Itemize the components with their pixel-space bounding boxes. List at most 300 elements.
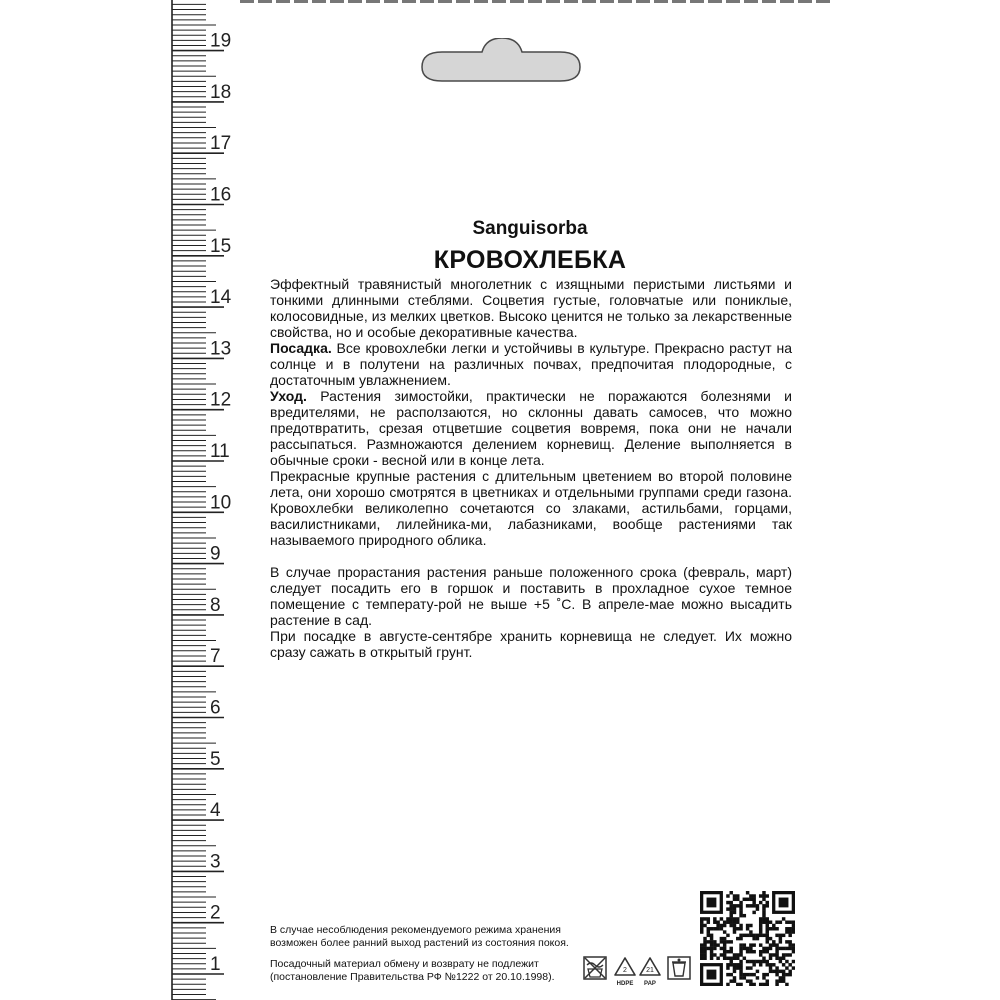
qr-module (710, 927, 713, 930)
hdpe-number: 2 (623, 967, 627, 974)
ruler-label: 10 (210, 492, 232, 514)
qr-module (733, 957, 736, 960)
qr-module (746, 947, 749, 950)
qr-module (749, 934, 752, 937)
qr-module (700, 953, 703, 956)
ruler-label: 8 (210, 594, 221, 616)
qr-module (766, 979, 769, 982)
qr-module (723, 930, 726, 933)
qr-module (779, 947, 782, 950)
qr-module (713, 940, 716, 943)
qr-module (762, 957, 765, 960)
qr-module (729, 979, 732, 982)
qr-module (729, 911, 732, 914)
ruler-label: 12 (210, 389, 232, 411)
qr-module (713, 920, 716, 923)
qr-module (752, 894, 755, 897)
qr-module (726, 917, 729, 920)
qr-module (782, 934, 785, 937)
qr-module (733, 907, 736, 910)
ruler-label: 1 (210, 954, 221, 975)
pap-recycle-icon (640, 958, 660, 987)
qr-module (746, 960, 749, 963)
qr-module (739, 927, 742, 930)
qr-module (720, 940, 723, 943)
qr-module (762, 947, 765, 950)
qr-module (792, 947, 795, 950)
qr-module (792, 920, 795, 923)
qr-module (779, 937, 782, 940)
qr-module (723, 957, 726, 960)
qr-module (782, 970, 785, 973)
qr-module (749, 966, 752, 969)
qr-module (723, 953, 726, 956)
qr-module (729, 907, 732, 910)
qr-module (775, 983, 778, 986)
qr-module (707, 920, 710, 923)
qr-module (766, 901, 769, 904)
qr-module (775, 943, 778, 946)
intro-paragraph: Эффектный травянистый многолетник с изящными перистыми листьями и тонкими длинными стеблями. Соцветия густые, головчатые или пониклые, колосовидные, из мелких цветков. Высоко ценится не только за лекарственные свойства, но и особые декоративные качества. (270, 276, 792, 340)
qr-module (759, 963, 762, 966)
qr-module (785, 983, 788, 986)
ruler-label: 15 (210, 235, 232, 257)
qr-module (726, 907, 729, 910)
qr-module (746, 934, 749, 937)
qr-module (716, 924, 719, 927)
qr-module (743, 957, 746, 960)
qr-module (788, 927, 791, 930)
qr-module (743, 943, 746, 946)
qr-module (739, 973, 742, 976)
qr-module (726, 957, 729, 960)
qr-module (779, 920, 782, 923)
qr-module (733, 953, 736, 956)
qr-module (723, 937, 726, 940)
qr-module (716, 920, 719, 923)
qr-module (736, 953, 739, 956)
hdpe-recycle-icon (615, 958, 635, 987)
qr-module (713, 943, 716, 946)
qr-module (782, 957, 785, 960)
ruler-label: 5 (210, 748, 221, 770)
packaging-icons (583, 955, 695, 987)
qr-module (703, 924, 706, 927)
ruler-label: 3 (210, 851, 221, 873)
qr-module (766, 904, 769, 907)
qr-module (739, 960, 742, 963)
qr-module (723, 947, 726, 950)
qr-module (756, 937, 759, 940)
qr-module (707, 934, 710, 937)
qr-module (752, 983, 755, 986)
qr-module (729, 960, 732, 963)
qr-module (759, 953, 762, 956)
qr-module (739, 950, 742, 953)
qr-module (736, 917, 739, 920)
qr-module (729, 904, 732, 907)
qr-module (733, 966, 736, 969)
qr-module (759, 943, 762, 946)
qr-module (739, 914, 742, 917)
qr-module (739, 924, 742, 927)
qr-module (779, 976, 782, 979)
qr-module (749, 973, 752, 976)
qr-module (713, 947, 716, 950)
qr-module (762, 973, 765, 976)
qr-module (700, 927, 703, 930)
ruler-label: 17 (210, 133, 232, 155)
qr-module (749, 960, 752, 963)
qr-module (782, 917, 785, 920)
hdpe-label: HDPE (616, 981, 634, 987)
qr-module (756, 976, 759, 979)
qr-module (736, 894, 739, 897)
qr-module (785, 947, 788, 950)
qr-module (739, 983, 742, 986)
qr-module (769, 970, 772, 973)
qr-module (766, 930, 769, 933)
qr-module (752, 937, 755, 940)
qr-module (707, 917, 710, 920)
qr-module (726, 973, 729, 976)
qr-module (779, 957, 782, 960)
qr-module (700, 957, 703, 960)
qr-module (788, 963, 791, 966)
planting-label: Посадка. (270, 340, 332, 356)
qr-module (746, 927, 749, 930)
qr-module (775, 966, 778, 969)
qr-module (752, 963, 755, 966)
qr-module (733, 911, 736, 914)
qr-module (785, 930, 788, 933)
qr-module (762, 898, 765, 901)
ruler-label: 11 (210, 441, 230, 462)
qr-module (792, 966, 795, 969)
qr-module (766, 960, 769, 963)
qr-module (739, 911, 742, 914)
qr-module (749, 947, 752, 950)
qr-module (762, 891, 765, 894)
qr-module (762, 907, 765, 910)
qr-module (739, 970, 742, 973)
qr-module (756, 960, 759, 963)
qr-code-icon (700, 891, 795, 986)
qr-module (792, 930, 795, 933)
qr-module (703, 917, 706, 920)
qr-module (788, 947, 791, 950)
qr-module (726, 894, 729, 897)
sprouting-paragraph: В случае прорастания растения раньше положенного срока (февраль, март) следует посадить его в горшок и поставить в прохладное сухое темное помещение с температу-рой не выше +5 ˚С. В апреле-мае можно высадить растение в сад. (270, 564, 792, 628)
qr-module (762, 894, 765, 897)
qr-module (739, 953, 742, 956)
qr-module (752, 898, 755, 901)
qr-module (766, 983, 769, 986)
pap-number: 21 (646, 967, 654, 974)
autumn-paragraph: При посадке в августе-сентябре хранить корневища не следует. Их можно сразу сажать в открытый грунт. (270, 628, 792, 660)
qr-module (749, 924, 752, 927)
planting-text: Все кровохлебки легки и устойчивы в культуре. Прекрасно растут на солнце и в полутени на различных почвах, предпочитая плодородные, с достаточным увлажнением. (270, 340, 792, 388)
qr-module (716, 927, 719, 930)
qr-module (713, 917, 716, 920)
qr-module (720, 917, 723, 920)
qr-module (723, 924, 726, 927)
qr-module (733, 898, 736, 901)
qr-module (782, 953, 785, 956)
qr-module (703, 940, 706, 943)
qr-module (752, 950, 755, 953)
qr-module (710, 940, 713, 943)
qr-module (769, 957, 772, 960)
qr-module (733, 924, 736, 927)
qr-module (775, 950, 778, 953)
qr-module (736, 957, 739, 960)
qr-module (759, 960, 762, 963)
qr-module (779, 940, 782, 943)
qr-module (726, 920, 729, 923)
qr-module (782, 979, 785, 982)
qr-module (756, 907, 759, 910)
qr-module (736, 983, 739, 986)
qr-module (756, 904, 759, 907)
qr-module (707, 927, 710, 930)
qr-module (746, 898, 749, 901)
qr-module (762, 950, 765, 953)
qr-module (766, 940, 769, 943)
qr-module (752, 943, 755, 946)
qr-module (782, 947, 785, 950)
qr-module (749, 943, 752, 946)
qr-module (762, 904, 765, 907)
qr-module (710, 947, 713, 950)
trash-bin-icon (668, 957, 690, 979)
qr-module (749, 979, 752, 982)
qr-module (772, 970, 775, 973)
qr-module (729, 914, 732, 917)
qr-module (752, 934, 755, 937)
qr-module (729, 950, 732, 953)
ruler-label: 9 (210, 543, 221, 565)
qr-module (749, 930, 752, 933)
qr-module (700, 920, 703, 923)
qr-module (729, 973, 732, 976)
qr-module (726, 950, 729, 953)
qr-module (779, 970, 782, 973)
qr-module (775, 957, 778, 960)
qr-module (736, 966, 739, 969)
ruler-label: 19 (210, 30, 232, 52)
qr-module (749, 904, 752, 907)
qr-module (749, 894, 752, 897)
top-edge-strip (240, 0, 830, 3)
usage-paragraph: Прекрасные крупные растения с длительным цветением во второй половине лета, они хорошо смотрятся в цветниках и отдельными группами среди газона. Кровохлебки великолепно сочетаются со злаками, астильбами, горцами, василистниками, лилейника-ми, лабазниками, вообще растениями так называемого природного облика. (270, 468, 792, 548)
qr-module (723, 950, 726, 953)
qr-module (729, 901, 732, 904)
qr-module (788, 953, 791, 956)
qr-module (779, 979, 782, 982)
return-note: Посадочный материал обмену и возврату не подлежит (постановление Правительства РФ №1222 от 20.10.1998). (270, 958, 555, 983)
qr-module (785, 940, 788, 943)
qr-module (766, 894, 769, 897)
qr-module (749, 898, 752, 901)
qr-module (736, 927, 739, 930)
qr-module (788, 943, 791, 946)
qr-module (746, 924, 749, 927)
ruler-label: 16 (210, 184, 232, 206)
qr-module (726, 940, 729, 943)
qr-module (775, 979, 778, 982)
qr-module (752, 960, 755, 963)
qr-module (710, 957, 713, 960)
qr-module (775, 953, 778, 956)
qr-module (710, 953, 713, 956)
qr-module (759, 950, 762, 953)
qr-module (759, 894, 762, 897)
qr-module (779, 960, 782, 963)
qr-module (775, 947, 778, 950)
qr-module (733, 917, 736, 920)
qr-module (710, 937, 713, 940)
latin-name: Sanguisorba (472, 218, 588, 239)
qr-module (743, 947, 746, 950)
qr-module (769, 966, 772, 969)
qr-module (759, 917, 762, 920)
qr-module (785, 960, 788, 963)
qr-module (720, 937, 723, 940)
qr-module (766, 934, 769, 937)
qr-module (710, 950, 713, 953)
qr-module (788, 930, 791, 933)
qr-module (766, 947, 769, 950)
qr-module (769, 953, 772, 956)
qr-finder (779, 898, 789, 908)
ruler-label: 7 (210, 646, 221, 668)
qr-module (785, 953, 788, 956)
qr-module (762, 960, 765, 963)
qr-module (766, 963, 769, 966)
qr-module (749, 983, 752, 986)
qr-module (739, 934, 742, 937)
qr-module (766, 917, 769, 920)
qr-module (788, 934, 791, 937)
qr-module (739, 943, 742, 946)
qr-module (749, 950, 752, 953)
qr-module (710, 943, 713, 946)
qr-module (733, 920, 736, 923)
qr-module (752, 904, 755, 907)
qr-module (752, 973, 755, 976)
qr-module (733, 970, 736, 973)
qr-module (739, 937, 742, 940)
qr-module (759, 983, 762, 986)
qr-module (769, 947, 772, 950)
qr-module (736, 963, 739, 966)
qr-module (700, 947, 703, 950)
qr-module (729, 891, 732, 894)
qr-module (707, 940, 710, 943)
qr-module (762, 911, 765, 914)
qr-module (720, 953, 723, 956)
qr-module (739, 963, 742, 966)
qr-module (792, 943, 795, 946)
qr-module (729, 924, 732, 927)
qr-module (766, 920, 769, 923)
qr-module (739, 947, 742, 950)
qr-module (739, 904, 742, 907)
qr-module (775, 973, 778, 976)
qr-module (743, 973, 746, 976)
qr-module (743, 934, 746, 937)
ruler-label: 4 (210, 800, 221, 822)
measuring-ruler (165, 0, 245, 1000)
qr-module (785, 966, 788, 969)
qr-module (772, 924, 775, 927)
pap-label: PAP (644, 981, 656, 987)
qr-module (746, 979, 749, 982)
qr-module (766, 937, 769, 940)
qr-module (726, 966, 729, 969)
qr-module (746, 973, 749, 976)
qr-module (788, 973, 791, 976)
qr-module (775, 970, 778, 973)
qr-module (792, 927, 795, 930)
qr-module (792, 950, 795, 953)
qr-module (772, 963, 775, 966)
qr-module (729, 917, 732, 920)
qr-finder (707, 970, 717, 980)
qr-module (766, 973, 769, 976)
qr-module (700, 917, 703, 920)
qr-module (736, 920, 739, 923)
ruler-label: 18 (210, 81, 232, 103)
qr-module (713, 953, 716, 956)
qr-module (726, 983, 729, 986)
qr-module (779, 934, 782, 937)
qr-module (788, 970, 791, 973)
qr-module (733, 963, 736, 966)
qr-module (759, 920, 762, 923)
qr-module (700, 930, 703, 933)
qr-module (703, 937, 706, 940)
qr-module (772, 943, 775, 946)
qr-module (726, 934, 729, 937)
ruler-label: 6 (210, 697, 221, 719)
qr-module (785, 920, 788, 923)
qr-module (759, 927, 762, 930)
qr-module (759, 901, 762, 904)
qr-module (733, 904, 736, 907)
care-text: Растения зимостойки, практически не поражаются болезнями и вредителями, не расползаются, но склонны давать самосев, что можно предотвратить, срезая отцветшие соцветия вовремя, пока они не начали рассыпаться. Размножаются делением корневищ. Деление выполняется в обычные сроки - весной или в конце лета. (270, 388, 792, 468)
qr-module (788, 940, 791, 943)
qr-module (729, 940, 732, 943)
qr-module (707, 947, 710, 950)
qr-module (775, 927, 778, 930)
qr-module (782, 976, 785, 979)
qr-module (736, 898, 739, 901)
qr-module (769, 927, 772, 930)
qr-module (782, 973, 785, 976)
qr-module (766, 927, 769, 930)
hanger-hole (420, 38, 582, 82)
qr-module (759, 924, 762, 927)
ruler-label: 2 (210, 902, 221, 924)
qr-module (720, 927, 723, 930)
qr-module (775, 934, 778, 937)
qr-module (762, 976, 765, 979)
qr-module (723, 940, 726, 943)
qr-module (746, 891, 749, 894)
qr-module (788, 920, 791, 923)
